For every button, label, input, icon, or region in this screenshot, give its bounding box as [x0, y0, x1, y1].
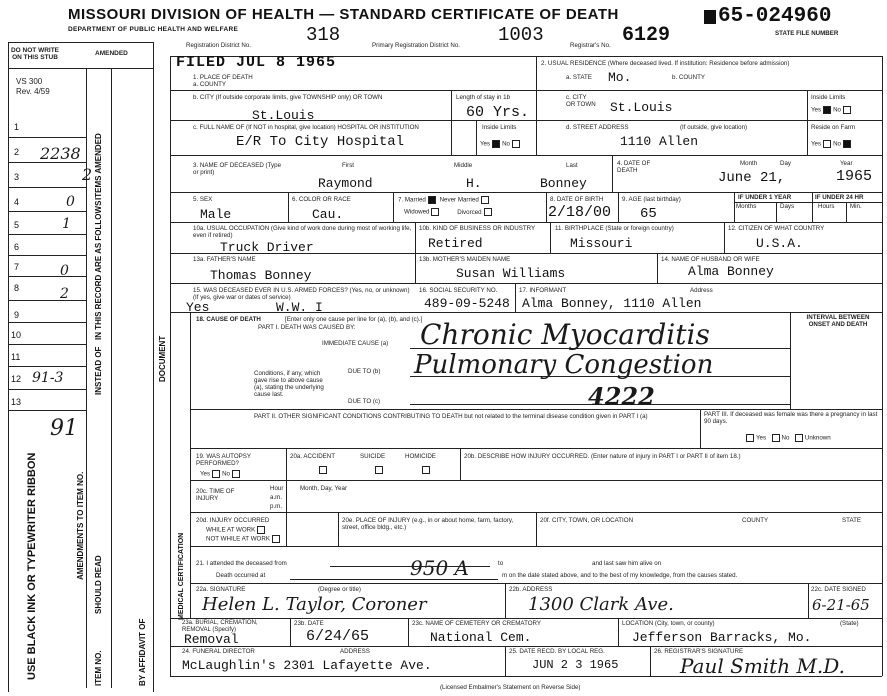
state-file-label: STATE FILE NUMBER — [775, 30, 839, 37]
unknown-label: Unknown — [804, 434, 831, 442]
stub-row-number: 5 — [14, 220, 20, 230]
business-value: Retired — [428, 236, 483, 251]
stub-handwritten: 91 — [50, 416, 78, 441]
part1-label: PART I. DEATH WAS CAUSED BY: — [258, 324, 356, 331]
sex-label: 5. SEX — [193, 196, 213, 203]
part3-label: PART III. If deceased was female was there a pregnancy in last 90 days. — [704, 411, 878, 425]
conditions-note: Conditions, if any, which gave rise to above cause (a), stating the underlying cause last. — [254, 370, 324, 398]
stub-handwritten: 0 — [60, 263, 69, 279]
res-street-note: (If outside, give location) — [680, 124, 748, 131]
never-married-label: Never Married — [439, 196, 479, 204]
death-date-value: June 21, — [718, 170, 786, 186]
day-label: Day — [780, 160, 792, 167]
date-signed-handwritten: 6-21-65 — [812, 596, 870, 614]
stub-row-number: 1 — [14, 122, 20, 132]
yes-label: Yes — [811, 106, 822, 114]
vertical-medical-certification: MEDICAL CERTIFICATION — [178, 532, 185, 620]
farm-yes-checkbox[interactable] — [823, 140, 831, 148]
place-city-value: St.Louis — [252, 108, 315, 123]
res-city-label: c. CITY OR TOWN — [566, 94, 596, 108]
death-year-value: 1965 — [836, 168, 873, 185]
accident-label: 20a. ACCIDENT — [290, 453, 336, 460]
yes-label: Yes — [811, 140, 822, 148]
min-label: Min. — [850, 203, 862, 210]
injury-occurred-label: 20d. INJURY OCCURRED — [196, 517, 270, 524]
time-of-injury-label: 20c. TIME OF INJURY — [196, 488, 235, 502]
vertical-should-read: SHOULD READ — [94, 555, 103, 614]
accident-checkbox[interactable] — [319, 466, 327, 474]
married-label: 7. Married — [398, 196, 426, 204]
vertical-item-no: ITEM NO. — [94, 650, 103, 686]
no-label: No — [833, 140, 842, 148]
not-at-work-label: NOT WHILE AT WORK — [206, 535, 270, 543]
autopsy-no-label: No — [222, 470, 231, 478]
vertical-instead-of: INSTEAD OF — [94, 346, 103, 395]
days-label: Days — [780, 203, 795, 210]
date-of-death-label: 4. DATE OF DEATH — [617, 160, 651, 174]
informant-value: Alma Bonney, 1110 Allen — [522, 296, 702, 311]
res-inside-no-checkbox[interactable] — [843, 106, 851, 114]
res-state-label: a. STATE — [566, 74, 592, 81]
date-of-birth-label: 8. DATE OF BIRTH — [550, 196, 604, 203]
vertical-items-amended: ITEMS AMENDED — [94, 133, 103, 200]
no-label: No — [502, 140, 511, 148]
part2-label: PART II. OTHER SIGNIFICANT CONDITIONS CONTRIBUTING TO DEATH but not related to the terminal disease condition given in PART I (a) — [254, 413, 648, 420]
age-label: 9. AGE (last birthday) — [622, 196, 681, 203]
cause-a-handwritten: Chronic Myocarditis — [420, 318, 710, 351]
stay-label: Length of stay in 1b — [456, 94, 511, 101]
stub-row-number: 6 — [14, 242, 20, 252]
armed-forces-label: 15. WAS DECEASED EVER IN U.S. ARMED FORCES? (Yes, no, or unknown) (If yes, give war or dates of service) — [193, 287, 410, 301]
father-label: 13a. FATHER'S NAME — [193, 256, 256, 263]
mdy-label: Month, Day, Year — [300, 485, 348, 492]
suicide-checkbox[interactable] — [375, 466, 383, 474]
date-recd-label: 25. DATE RECD. BY LOCAL REG. — [509, 648, 605, 655]
ssn-value: 489-09-5248 — [424, 296, 510, 311]
no-label: No — [833, 106, 842, 114]
autopsy-yes-label: Yes — [200, 470, 211, 478]
burial-location-value: Jefferson Barracks, Mo. — [632, 630, 812, 645]
last-name-value: Bonney — [540, 176, 587, 191]
pregnancy-no-checkbox[interactable] — [772, 434, 780, 442]
while-at-work-label: WHILE AT WORK — [206, 526, 256, 534]
hours-label: Hours — [818, 203, 835, 210]
cemetery-value: National Cem. — [430, 630, 532, 645]
place-of-injury-label: 20e. PLACE OF INJURY (e.g., in or about home, farm, factory, street, office bldg., etc.) — [342, 517, 514, 531]
reside-on-farm-label: Reside on Farm — [811, 124, 856, 131]
attended-label: 21. I attended the deceased from — [196, 560, 287, 567]
injury-city-label: 20f. CITY, TOWN, OR LOCATION — [540, 517, 634, 524]
burial-label: 23a. BURIAL, CREMATION, REMOVAL (Specify) — [182, 620, 258, 633]
cause-code-handwritten: 4222 — [588, 382, 655, 411]
widowed-label: Widowed — [404, 208, 430, 216]
last-label: Last — [566, 162, 578, 169]
form-title: MISSOURI DIVISION OF HEALTH — STANDARD CERTIFICATE OF DEATH — [68, 6, 619, 23]
describe-injury-label: 20b. DESCRIBE HOW INJURY OCCURRED. (Enter nature of injury in PART I or PART II of item 18.) — [464, 453, 741, 460]
stay-value: 60 Yrs. — [466, 104, 530, 121]
occupation-value: Truck Driver — [220, 240, 314, 255]
autopsy-label: 19. WAS AUTOPSY PERFORMED? — [196, 453, 251, 467]
cause-b-handwritten: Pulmonary Congestion — [414, 350, 714, 380]
stub-row-number: 10 — [11, 330, 22, 340]
reg-district-value: 318 — [306, 24, 341, 46]
stub-handwritten: 91-3 — [32, 370, 64, 386]
months-label: Months — [736, 203, 757, 210]
mother-value: Susan Williams — [456, 266, 566, 281]
funeral-director-value: McLaughlin's 2301 Lafayette Ave. — [182, 658, 432, 673]
stub-handwritten: 2 — [60, 286, 69, 302]
hour-label: Hour — [270, 485, 284, 492]
mother-label: 13b. MOTHER'S MAIDEN NAME — [419, 256, 511, 263]
city-label: b. CITY (If outside corporate limits, give TOWNSHIP only) OR TOWN — [193, 94, 383, 101]
stub-row-number: 9 — [14, 310, 20, 320]
cause-of-death-label: 18. CAUSE OF DEATH — [196, 316, 261, 323]
form-revision: Rev. 4/59 — [16, 87, 50, 96]
inside-limits-no-checkbox[interactable] — [512, 140, 520, 148]
burial-type-value: Removal — [184, 632, 239, 647]
filed-stamp: FILED JUL 8 1965 — [176, 54, 337, 71]
suicide-label: SUICIDE — [360, 453, 386, 460]
state-file-number: 65-024960 — [718, 5, 832, 28]
middle-label: Middle — [454, 162, 473, 169]
res-inside-limits-label: Inside Limits — [811, 94, 846, 101]
pregnancy-yes-checkbox[interactable] — [746, 434, 754, 442]
to-label: to — [498, 560, 504, 567]
year-label: Year — [840, 160, 853, 167]
inside-limits-yes-checkbox[interactable] — [492, 140, 500, 148]
informant-address-label: Address — [690, 287, 713, 294]
birthplace-label: 11. BIRTHPLACE (State or foreign country) — [555, 225, 674, 232]
under-1-year-label: IF UNDER 1 YEAR — [738, 194, 792, 201]
immediate-cause-label: IMMEDIATE CAUSE (a) — [322, 340, 389, 347]
cert-address-handwritten: 1300 Clark Ave. — [528, 594, 674, 615]
res-state-value: Mo. — [608, 70, 632, 85]
due-to-b-label: DUE TO (b) — [348, 368, 381, 375]
degree-label: (Degree or title) — [318, 586, 361, 593]
usual-residence-label: 2. USUAL RESIDENCE (Where deceased lived. If institution: Residence before admission) — [541, 60, 790, 67]
vertical-amendments: AMENDMENTS TO ITEM NO. — [76, 471, 85, 580]
vertical-black-ink: USE BLACK INK OR TYPEWRITER RIBBON — [26, 452, 38, 680]
primary-district-label: Primary Registration District No. — [372, 42, 461, 49]
burial-date-value: 6/24/65 — [306, 628, 370, 645]
yes-label: Yes — [480, 140, 491, 148]
form-number: VS 300 — [16, 77, 43, 86]
death-occurred-label: Death occurred at — [216, 572, 266, 579]
divorced-label: Divorced — [457, 208, 482, 216]
amended-label: AMENDED — [95, 50, 128, 57]
cert-address-label: 22b. ADDRESS — [509, 586, 553, 593]
stub-row-number: 3 — [14, 172, 20, 182]
sex-value: Male — [200, 207, 232, 222]
stub-handwritten: 1 — [62, 216, 71, 232]
autopsy-yes-checkbox[interactable] — [212, 470, 220, 478]
citizen-value: U.S.A. — [756, 236, 803, 251]
divorced-checkbox[interactable] — [484, 208, 492, 216]
informant-label: 17. INFORMANT — [519, 287, 567, 294]
county-label: a. COUNTY — [193, 81, 227, 88]
on-date-note: m on the date stated above, and to the best of my knowledge, from the causes stated. — [502, 572, 738, 579]
signature-handwritten: Helen L. Taylor, Coroner — [202, 594, 427, 615]
citizen-label: 12. CITIZEN OF WHAT COUNTRY — [728, 225, 825, 232]
race-label: 6. COLOR OR RACE — [292, 196, 351, 203]
autopsy-no-checkbox[interactable] — [232, 470, 240, 478]
never-married-checkbox[interactable] — [481, 196, 489, 204]
burial-location-label: LOCATION (City, town, or county) — [622, 620, 715, 627]
res-county-label: b. COUNTY — [672, 74, 706, 81]
widowed-checkbox[interactable] — [431, 208, 439, 216]
pregnancy-unknown-checkbox[interactable] — [795, 434, 803, 442]
first-label: First — [342, 162, 355, 169]
spouse-value: Alma Bonney — [688, 264, 774, 279]
armed-forces-value: Yes — [186, 300, 210, 315]
interval-label: INTERVAL BETWEEN ONSET AND DEATH — [806, 314, 870, 328]
pm-label: p.m. — [270, 503, 283, 510]
place-of-death-label: 1. PLACE OF DEATH — [193, 74, 253, 81]
funeral-director-label: 24. FUNERAL DIRECTOR — [182, 648, 255, 655]
race-value: Cau. — [312, 207, 344, 222]
birthplace-value: Missouri — [570, 236, 633, 251]
death-time-handwritten: 950 A — [410, 556, 469, 580]
inside-limits-label: Inside Limits — [482, 124, 517, 131]
res-city-value: St.Louis — [610, 100, 673, 115]
hospital-value: E/R To City Hospital — [236, 134, 405, 150]
form-subtitle: DEPARTMENT OF PUBLIC HEALTH AND WELFARE — [68, 26, 239, 33]
married-checkbox[interactable] — [428, 196, 436, 204]
due-to-c-label: DUE TO (c) — [348, 398, 381, 405]
stub-handwritten: 2238 — [40, 144, 81, 163]
date-signed-label: 22c. DATE SIGNED — [811, 586, 866, 593]
black-mark — [704, 10, 716, 24]
registrar-no-label: Registrar's No. — [570, 42, 611, 49]
name-of-deceased-label: 3. NAME OF DECEASED (Type or print) — [193, 162, 282, 176]
date-recd-stamp: JUN 2 3 1965 — [532, 658, 619, 672]
hospital-label: c. FULL NAME OF (If NOT in hospital, give location) HOSPITAL OR INSTITUTION — [193, 124, 419, 131]
no-label: No — [781, 434, 790, 442]
footer-note: (Licensed Embalmer's Statement on Reverse Side) — [440, 684, 581, 691]
stub-handwritten: 0 — [66, 194, 75, 210]
middle-name-value: H. — [466, 176, 482, 191]
injury-county-label: COUNTY — [742, 517, 769, 524]
while-at-work-checkbox[interactable] — [257, 526, 265, 534]
yes-label: Yes — [756, 434, 767, 442]
stub-row-number: 11 — [11, 352, 21, 362]
stub-handwritten: 2 — [82, 165, 93, 184]
spouse-label: 14. NAME OF HUSBAND OR WIFE — [661, 256, 760, 263]
stub-row-number: 8 — [14, 283, 20, 293]
am-label: a.m. — [270, 494, 283, 501]
war-value: W.W. I — [276, 300, 323, 315]
burial-date-label: 23b. DATE — [294, 620, 324, 627]
month-label: Month — [740, 160, 758, 167]
homicide-checkbox[interactable] — [422, 466, 430, 474]
registrar-sig-label: 26. REGISTRAR'S SIGNATURE — [654, 648, 744, 655]
ssn-label: 16. SOCIAL SECURITY NO. — [419, 287, 498, 294]
injury-state-label: STATE — [842, 517, 862, 524]
funeral-address-label: ADDRESS — [340, 648, 370, 655]
reg-district-label: Registration District No. — [186, 42, 251, 49]
stub-row-number: 12 — [11, 374, 22, 384]
first-name-value: Raymond — [318, 176, 373, 191]
occupation-label: 10a. USUAL OCCUPATION (Give kind of work done during most of working life, even if retired) — [193, 225, 412, 239]
father-value: Thomas Bonney — [210, 268, 312, 283]
farm-no-checkbox[interactable] — [843, 140, 851, 148]
res-street-value: 1110 Allen — [620, 134, 699, 149]
burial-state-label: (State) — [840, 620, 859, 627]
vertical-record-follows: IN THIS RECORD ARE AS FOLLOWS — [94, 200, 103, 340]
res-street-label: d. STREET ADDRESS — [566, 124, 629, 131]
stub-row-number: 7 — [14, 262, 20, 272]
primary-district-value: 1003 — [498, 24, 544, 46]
not-at-work-checkbox[interactable] — [272, 535, 280, 543]
under-24-hr-label: IF UNDER 24 HR — [815, 194, 864, 201]
registrar-no-value: 6129 — [622, 24, 671, 47]
homicide-label: HOMICIDE — [405, 453, 436, 460]
age-value: 65 — [640, 206, 657, 222]
cemetery-label: 23c. NAME OF CEMETERY OR CREMATORY — [412, 620, 542, 627]
stub-row-number: 13 — [11, 397, 22, 407]
date-of-birth-value: 2/18/00 — [548, 204, 612, 221]
one-cause-note: [Enter only one cause per line for (a), (b), and (c).] — [285, 316, 423, 323]
vertical-affidavit: BY AFFIDAVIT OF — [138, 618, 147, 686]
stub-row-number: 2 — [14, 147, 20, 157]
last-saw-label: and last saw him alive on — [592, 560, 662, 567]
stub-row-number: 4 — [14, 197, 20, 207]
do-not-write-label: DO NOT WRITE ON THIS STUB — [10, 47, 60, 61]
registrar-signature-handwritten: Paul Smith M.D. — [680, 654, 845, 678]
res-inside-yes-checkbox[interactable] — [823, 106, 831, 114]
signature-label: 22a. SIGNATURE — [196, 586, 246, 593]
business-label: 10b. KIND OF BUSINESS OR INDUSTRY — [419, 225, 536, 232]
vertical-document: DOCUMENT — [158, 335, 167, 382]
